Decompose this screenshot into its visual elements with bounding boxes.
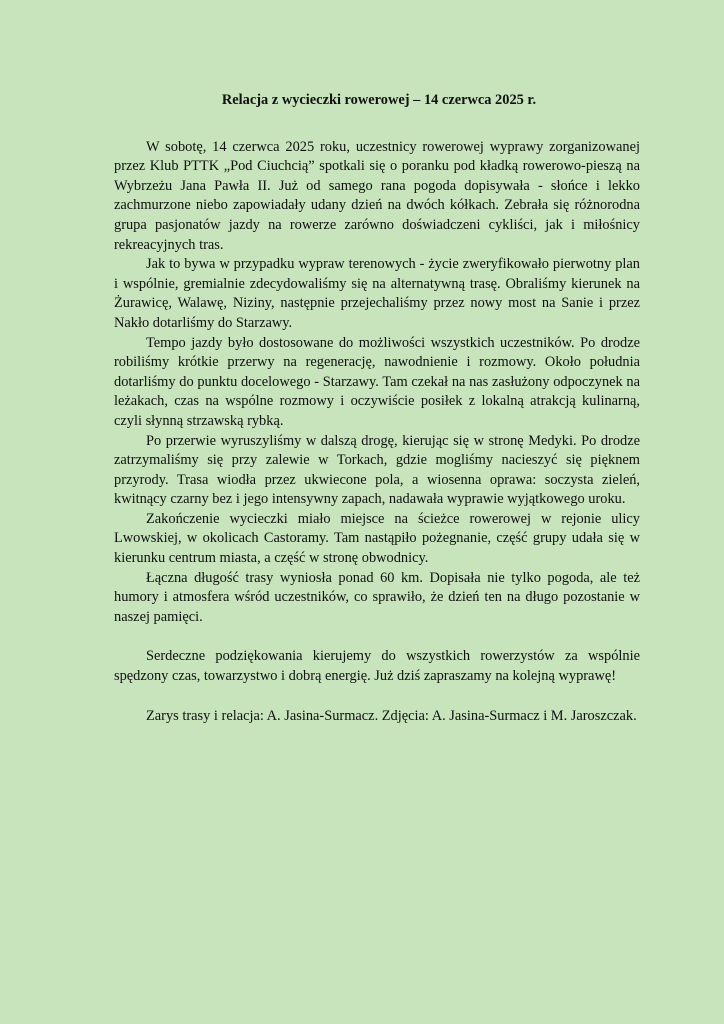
spacer (114, 687, 640, 707)
paragraph-thanks: Serdeczne podziękowania kierujemy do wszystkich rowerzystów za wspólnie spędzony czas, towarzystwo i dobrą energię. Już dziś zapraszamy na kolejną wyprawę! (114, 648, 640, 685)
paragraph-credits: Zarys trasy i relacja: A. Jasina-Surmacz. Zdjęcia: A. Jasina-Surmacz i M. Jaroszczak. (146, 707, 637, 724)
document-body (114, 91, 640, 726)
paragraph-meeting: W sobotę, 14 czerwca 2025 roku, uczestnicy rowerowej wyprawy zorganizowanej przez Klub PTTK „Pod Ciuchcią” spotkali się o poranku pod kładką rowerowo-pieszą na Wybrzeżu Jana Pawła II. Już od samego rana pogoda dopisywała - słońce i lekko zachmurzone niebo zapowiadały udany dzień na dwóch kółkach. Zebrała się różnorodna grupa pasjonatów jazdy na rowerze zarówno doświadczeni cykliści, jak i miłośnicy rekreacyjnych tras. (114, 138, 640, 253)
spacer (114, 627, 640, 647)
document-title: Relacja z wycieczki rowerowej – 14 czerwca 2025 r. (221, 92, 537, 108)
paragraph-route-change: Jak to bywa w przypadku wypraw terenowych - życie zweryfikowało pierwotny plan i wspólnie, gremialnie zdecydowaliśmy się na alternatywną trasę. Obraliśmy kierunek na Żurawicę, Walawę, Niziny, następnie przejechaliśmy przez nowy most na Sanie i przez Nakło dotarliśmy do Starzawy. (114, 256, 640, 331)
paragraph-summary: Łączna długość trasy wyniosła ponad 60 km. Dopisała nie tylko pogoda, ale też humory i atmosfera wśród uczestników, co sprawiło, że dzień ten na długo pozostanie w naszej pamięci. (114, 569, 640, 625)
paragraph-ending: Zakończenie wycieczki miało miejsce na ścieżce rowerowej w rejonie ulicy Lwowskiej, w okolicach Castoramy. Tam nastąpiło pożegnanie, część grupy udała się w kierunku centrum miasta, a część w stronę obwodnicy. (114, 510, 640, 567)
paragraph-return: Po przerwie wyruszyliśmy w dalszą drogę, kierując się w stronę Medyki. Po drodze zatrzymaliśmy się przy zalewie w Torkach, gdzie mogliśmy nacieszyć się pięknem przyrody. Trasa wiodła przez ukwiecone pola, a wiosenna oprawa: soczysta zieleń, kwitnący czarny bez i jego intensywny zapach, nadawała wyprawie wyjątkowego uroku. (114, 432, 640, 508)
paragraph-pace: Tempo jazdy było dostosowane do możliwości wszystkich uczestników. Po drodze robiliśmy krótkie przerwy na regenerację, nawodnienie i rozmowy. Około południa dotarliśmy do punktu docelowego - Starzawy. Tam czekał na nas zasłużony odpoczynek na leżakach, czas na wspólne rozmowy i oczywiście posiłek z lokalną atrakcją kulinarną, czyli słynną strzawską rybką. (114, 334, 640, 429)
